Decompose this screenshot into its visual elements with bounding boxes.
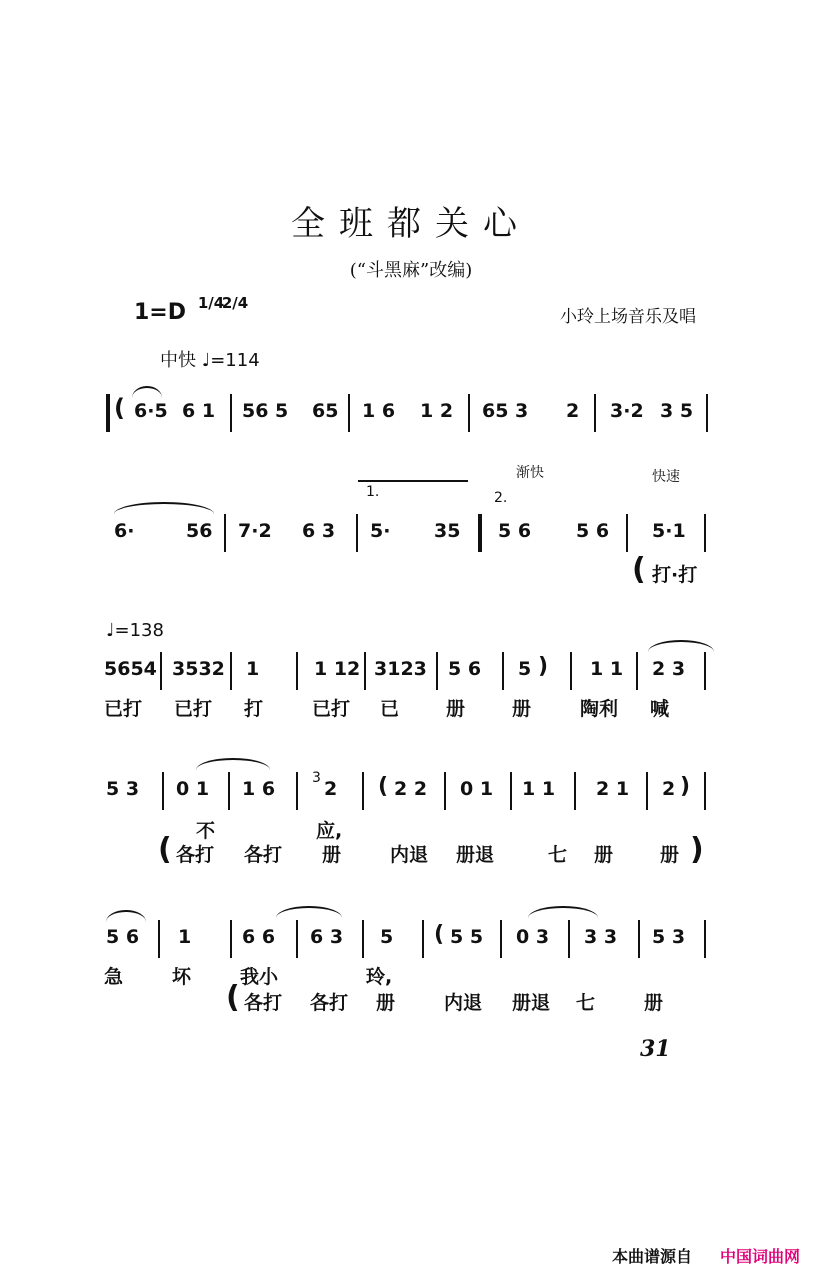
note-group: 2 3 xyxy=(652,658,686,680)
barline xyxy=(704,772,706,810)
note-group: 5 5 xyxy=(450,926,484,948)
slur xyxy=(114,502,214,514)
note-group: 5 6 xyxy=(106,926,140,948)
note-group: 5· xyxy=(370,520,391,542)
note-group: 65 3 xyxy=(482,400,529,422)
key-signature: 1=D xyxy=(134,300,187,325)
note-group: 1 1 xyxy=(590,658,624,680)
barline xyxy=(348,394,350,432)
lyric: 册 xyxy=(322,844,342,866)
lyric: 各打 xyxy=(310,992,349,1014)
lyric: 七 xyxy=(548,844,568,866)
lyric: 内退 xyxy=(390,844,429,866)
note-group: 3·2 xyxy=(610,400,644,422)
lyric: 陶利 xyxy=(580,698,619,720)
note-group: 2 1 xyxy=(596,778,630,800)
lyric: 册 xyxy=(594,844,614,866)
barline xyxy=(646,772,648,810)
repeat-barline xyxy=(478,514,482,552)
barline xyxy=(574,772,576,810)
note-group: 56 xyxy=(186,520,213,542)
note-group: 5·1 xyxy=(652,520,686,542)
barline xyxy=(444,772,446,810)
lyric: 册 xyxy=(660,844,680,866)
slur xyxy=(106,910,146,922)
paren-open: ( xyxy=(158,832,172,867)
score-line-1 xyxy=(100,392,720,432)
slur xyxy=(196,758,270,770)
note-group: 2 xyxy=(566,400,580,422)
ending-bracket xyxy=(358,480,468,482)
note-group: 6 1 xyxy=(182,400,216,422)
page-title: 全班都关心 xyxy=(291,204,531,244)
page-number: 31 xyxy=(640,1036,671,1062)
note-group: 6·5 xyxy=(134,400,168,422)
barline xyxy=(706,394,708,432)
lyrics-percussion: 打·打 xyxy=(652,564,698,586)
barline xyxy=(158,920,160,958)
slur xyxy=(648,640,714,652)
paren-open: ( xyxy=(378,774,389,799)
barline xyxy=(230,920,232,958)
barline xyxy=(362,920,364,958)
score-line-4 xyxy=(100,770,720,810)
note-group: 2 xyxy=(324,778,338,800)
note-group: 1 12 xyxy=(314,658,361,680)
note-group: 6 3 xyxy=(310,926,344,948)
score-line-5 xyxy=(100,918,720,958)
note-group: 5 xyxy=(380,926,394,948)
note-group: 65 xyxy=(312,400,339,422)
lyric: 册退 xyxy=(456,844,495,866)
barline xyxy=(502,652,504,690)
barline xyxy=(638,920,640,958)
paren-open: ( xyxy=(632,552,646,587)
lyric: 玲, xyxy=(366,966,393,988)
note-group: 5 3 xyxy=(106,778,140,800)
lyric: 已打 xyxy=(174,698,213,720)
lyric: 各打 xyxy=(244,844,283,866)
lyric: 打 xyxy=(244,698,264,720)
annotation-jiankuai: 渐快 xyxy=(516,465,544,481)
barline xyxy=(228,772,230,810)
lyric: 各打 xyxy=(176,844,215,866)
note-group: 1 6 xyxy=(242,778,276,800)
lyric: 七 xyxy=(576,992,596,1014)
lyric: 我小 xyxy=(240,966,279,988)
barline xyxy=(224,514,226,552)
lyric: 册 xyxy=(446,698,466,720)
note-group: 5 6 xyxy=(448,658,482,680)
barline xyxy=(570,652,572,690)
lyric: 坏 xyxy=(172,966,192,988)
paren-close: ) xyxy=(538,654,549,679)
ending-2: 2. xyxy=(494,490,508,506)
barline xyxy=(162,772,164,810)
note-group: 5 xyxy=(518,658,532,680)
slur xyxy=(132,386,162,398)
ending-1: 1. xyxy=(366,484,380,500)
barline xyxy=(704,514,706,552)
lyric: 不 xyxy=(196,820,216,842)
barline xyxy=(626,514,628,552)
tempo-marking-2: ♩=138 xyxy=(106,620,164,641)
repeat-barline xyxy=(106,394,110,432)
barline xyxy=(296,652,298,690)
lyric: 喊 xyxy=(650,698,670,720)
subtitle: (“斗黑麻”改编) xyxy=(349,260,473,281)
note-group: 0 1 xyxy=(460,778,494,800)
barline xyxy=(362,772,364,810)
barline xyxy=(704,652,706,690)
lyric: 各打 xyxy=(244,992,283,1014)
score-line-2 xyxy=(100,512,720,552)
paren-close: ) xyxy=(690,832,704,867)
note-group: 2 2 xyxy=(394,778,428,800)
note-group: 56 5 xyxy=(242,400,289,422)
tempo-marking: 中快 ♩=114 xyxy=(160,350,260,371)
note-group: 5 3 xyxy=(652,926,686,948)
meter-2: 2/4 xyxy=(221,294,249,312)
barline xyxy=(160,652,162,690)
note-group: 1 xyxy=(246,658,260,680)
meter-1: 1/4 xyxy=(197,294,225,312)
note-group: 1 1 xyxy=(522,778,556,800)
paren-open: ( xyxy=(226,980,240,1015)
barline xyxy=(230,652,232,690)
barline xyxy=(436,652,438,690)
lyric: 册 xyxy=(644,992,664,1014)
barline xyxy=(500,920,502,958)
note-group: 35 xyxy=(434,520,461,542)
paren-close: ) xyxy=(680,774,691,799)
note-group: 3 3 xyxy=(584,926,618,948)
barline xyxy=(356,514,358,552)
note-group: 3123 xyxy=(374,658,427,680)
slur xyxy=(528,906,598,918)
lyric: 已 xyxy=(380,698,400,720)
lyric: 内退 xyxy=(444,992,483,1014)
note-group: 5 6 xyxy=(498,520,532,542)
barline xyxy=(594,394,596,432)
lyric: 册 xyxy=(512,698,532,720)
note-group: 1 6 xyxy=(362,400,396,422)
lyric: 册 xyxy=(376,992,396,1014)
note-group: 0 3 xyxy=(516,926,550,948)
barline xyxy=(422,920,424,958)
lyric: 已打 xyxy=(104,698,143,720)
score-line-3 xyxy=(100,650,720,690)
lyric: 册退 xyxy=(512,992,551,1014)
lyric: 应, xyxy=(316,820,343,842)
paren-open: ( xyxy=(434,922,445,947)
note-group: 6 6 xyxy=(242,926,276,948)
barline xyxy=(296,920,298,958)
note-group: 1 2 xyxy=(420,400,454,422)
barline xyxy=(636,652,638,690)
credit: 小玲上场音乐及唱 xyxy=(560,307,696,327)
paren-open: ( xyxy=(114,394,125,422)
note-group: 2 xyxy=(662,778,676,800)
grace-note: 3 xyxy=(312,770,321,786)
barline xyxy=(296,772,298,810)
barline xyxy=(364,652,366,690)
note-group: 6 3 xyxy=(302,520,336,542)
footer-source: 本曲谱源自 xyxy=(612,1247,693,1266)
barline xyxy=(704,920,706,958)
note-group: 1 xyxy=(178,926,192,948)
barline xyxy=(568,920,570,958)
annotation-kuaisu: 快速 xyxy=(652,469,680,485)
lyric: 急 xyxy=(104,966,124,988)
note-group: 3 5 xyxy=(660,400,694,422)
note-group: 0 1 xyxy=(176,778,210,800)
barline xyxy=(230,394,232,432)
barline xyxy=(510,772,512,810)
slur xyxy=(276,906,342,918)
note-group: 6· xyxy=(114,520,135,542)
note-group: 5 6 xyxy=(576,520,610,542)
note-group: 5654 xyxy=(104,658,157,680)
note-group: 7·2 xyxy=(238,520,272,542)
lyric: 已打 xyxy=(312,698,351,720)
note-group: 3532 xyxy=(172,658,225,680)
barline xyxy=(468,394,470,432)
footer-site-link[interactable]: 中国词曲网 xyxy=(720,1247,801,1266)
